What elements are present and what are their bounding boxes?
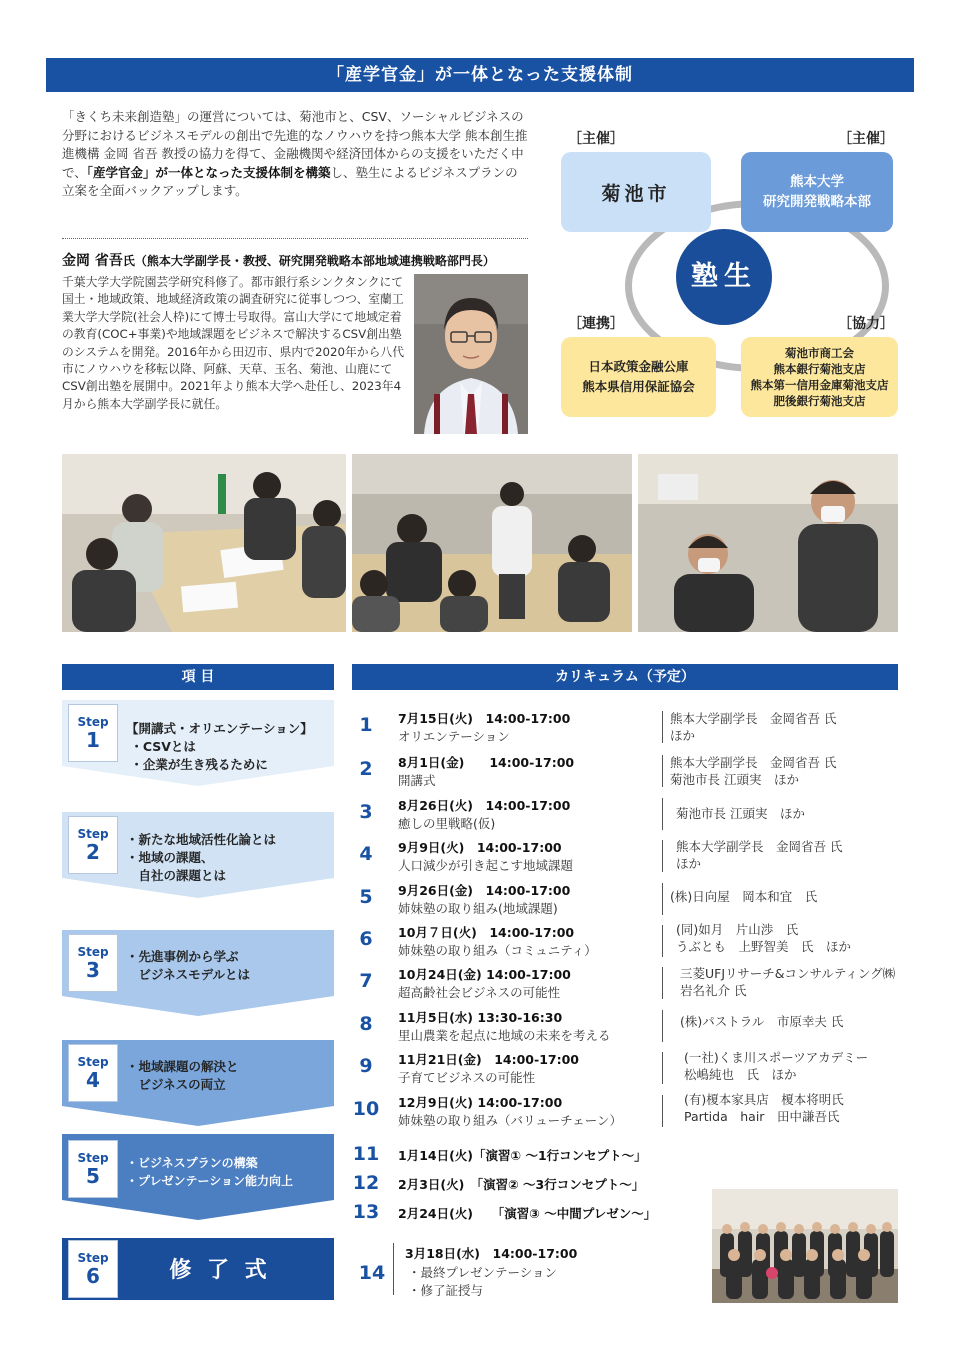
step-3-text: ・先進事例から学ぶ ビジネスモデルとは [126,949,251,982]
row-number: 6 [359,928,373,950]
coop-line-4: 肥後銀行菊池支店 [773,394,866,408]
row-number: 4 [359,843,373,865]
workshop-photo-2 [352,454,632,632]
host-2-line-1: 熊本大学 [790,174,844,190]
step-badge-3 [68,934,118,992]
row-number: 8 [359,1013,373,1035]
row-date: 8月1日(金) 14:00-17:00 [398,755,575,770]
step-label: Step [77,945,109,959]
row-number: 1 [359,714,373,736]
row-title: 里山農業を起点に地域の未来を考える [398,1028,611,1043]
row-date: 7月15日(火) 14:00-17:00 [398,711,571,726]
partner-box [561,337,716,417]
coop-line-3: 熊本第一信用金庫菊池支店 [750,378,889,392]
workshop-text: 1月14日(火)「演習① ～1行コンセプト～」 [398,1148,647,1163]
step-label: Step [77,1055,109,1069]
row-lecturer: 熊本大学副学長 金岡省吾 氏 ほか [676,839,843,871]
row-date: 9月9日(火) 14:00-17:00 [398,840,562,855]
row-divider [662,1052,663,1084]
row-divider [662,925,663,957]
intro-text-1: 「きくち未来創造塾」の運営については、菊池市と、CSV、ソーシャルビジネスの分野におけるビジネスモデルの創出で先進的なノウハウを持つ熊本大学 熊本創生推進機構 金岡 省吾 教授の協力を得て、金融機関や経済団体からの支援をいただく中で、 [62,109,528,180]
steps-chevrons [62,700,334,1300]
row-title: 人口減少が引き起こす地域課題 [398,858,574,873]
step-number: 1 [86,728,100,752]
step-label: Step [77,827,109,841]
row-number: 14 [358,1262,386,1284]
step-number: 2 [86,840,100,864]
row-number: 3 [359,801,373,823]
coop-line-1: 菊池市商工会 [785,346,854,360]
step-number: 4 [86,1068,100,1092]
profile-heading [62,250,495,270]
step-badge-1 [68,704,118,762]
label-host-1: ［主催］ [568,131,624,147]
row-lecturer: 熊本大学副学長 金岡省吾 氏 ほか [670,711,837,743]
row-divider [662,711,663,743]
row-lecturer: 三菱UFJリサーチ&コンサルティング㈱ 岩名礼介 氏 [680,966,896,998]
step-1-text: 【開講式・オリエンテーション】 ・CSVとは ・企業が生き残るために [126,721,313,772]
step-badge-6 [68,1240,118,1298]
label-coop: ［協力］ [838,316,894,332]
row-divider [662,755,663,787]
step-number: 6 [86,1264,100,1288]
profile-title: （熊本大学副学長・教授、研究開発戦略本部地域連携戦略部門長） [134,254,495,268]
profile-name: 金岡 省吾 [62,253,123,269]
profile-honorific: 氏 [122,254,135,268]
curriculum-header: カリキュラム（予定） [352,664,898,690]
row-number: 7 [359,970,373,992]
row-lecturer: (株)日向屋 岡本和宜 氏 [670,889,818,904]
dotted-divider [62,238,528,239]
row-date: 11月21日(金) 14:00-17:00 [398,1052,579,1067]
row-date: 9月26日(金) 14:00-17:00 [398,883,571,898]
final-date: 3月18日(水) 14:00-17:00 [405,1246,578,1261]
label-host-2: ［主催］ [838,131,894,147]
row-date: 12月9日(火) 14:00-17:00 [398,1095,563,1110]
partner-line-1: 日本政策金融公庫 [588,359,689,374]
row-title: 姉妹塾の取り組み（バリューチェーン） [398,1113,623,1128]
row-number: 12 [352,1172,380,1194]
row-title: 超高齢社会ビジネスの可能性 [398,985,561,1000]
row-divider [662,1095,663,1127]
row-date: 8月26日(火) 14:00-17:00 [398,798,571,813]
workshop-photo-1 [62,454,346,632]
row-date: 10月７日(火) 14:00-17:00 [398,925,575,940]
final-item-1: ・最終プレゼンテーション [408,1265,558,1280]
workshop-text: 2月24日(火) 「演習③ ～中間プレゼン～」 [398,1206,657,1221]
row-lecturer: (一社)くま川スポーツアカデミー 松嶋純也 氏 ほか [684,1050,869,1082]
row-title: オリエンテーション [398,729,510,744]
partner-line-2: 熊本県信用保証協会 [582,379,695,394]
row-number: 10 [352,1098,380,1120]
row-date: 10月24日(金) 14:00-17:00 [398,967,571,982]
final-item-2: ・修了証授与 [408,1283,484,1298]
host-1-text: 菊池市 [601,182,671,205]
step-label: Step [77,1251,109,1265]
step-badge-2 [68,816,118,874]
label-partner: ［連携］ [568,316,624,332]
row-title: 開講式 [398,773,436,788]
row-lecturer: (同)如月 片山渉 氏 うぶとも 上野智美 氏 ほか [676,922,852,954]
row-number: 2 [359,758,373,780]
row-lecturer: 菊池市長 江頭実 ほか [676,806,805,821]
row-lecturer: 熊本大学副学長 金岡省吾 氏 菊池市長 江頭実 ほか [670,755,837,787]
row-number: 11 [352,1143,380,1165]
step-label: Step [77,1151,109,1165]
group-photo [712,1189,898,1303]
row-divider [662,840,663,872]
step-badge-5 [68,1140,118,1198]
step-label: Step [77,715,109,729]
row-title: 癒しの里戦略(仮) [398,816,496,831]
row-divider [393,1243,394,1295]
step-5-text: ・ビジネスプランの構築 ・プレゼンテーション能力向上 [126,1156,294,1188]
row-divider [662,967,663,999]
row-divider [662,798,663,830]
row-divider [662,1010,663,1042]
portrait-photo [414,274,528,434]
row-number: 9 [359,1055,373,1077]
workshop-text: 2月3日(火) 「演習② ～3行コンセプト～」 [398,1177,645,1192]
row-date: 11月5日(水) 13:30-16:30 [398,1010,563,1025]
row-title: 姉妹塾の取り組み（コミュニティ） [398,943,597,958]
section-banner: 「産学官金」が一体となった支援体制 [46,58,914,92]
row-number: 5 [359,886,373,908]
center-students: 塾生 [676,229,772,325]
row-title: 姉妹塾の取り組み(地域課題) [398,901,558,916]
intro-text-2: し、塾生によるビジネスプランの立案を全面バックアップします。 [62,164,518,199]
coop-box [741,337,898,417]
step-6-text: 修 了 式 [169,1258,271,1283]
step-number: 3 [86,958,100,982]
row-divider [662,883,663,915]
step-number: 5 [86,1164,100,1188]
items-header: 項 目 [62,664,334,690]
row-title: 子育てビジネスの可能性 [398,1070,536,1085]
row-lecturer: (有)榎本家具店 榎本将明氏 Partida hair 田中謙吾氏 [684,1092,844,1124]
intro-highlight: 「産学官金」が一体となった支援体制を構築 [86,164,331,180]
row-lecturer: (株)パストラル 市原幸夫 氏 [680,1014,844,1029]
workshop-photo-3 [638,454,898,632]
row-number: 13 [352,1201,380,1223]
profile-bio: 千葉大学大学院園芸学研究科修了。都市銀行系シンクタンクにて国土・地域政策、地域経済政策の調査研究に従事しつつ、室蘭工業大学大学院(社会人枠)にて博士号取得。富山大学にて地域定着の教育(COC+事業)や地域課題をビジネスで解決するCSV創出塾のシステムを開発。2016年から田辺市、県内で2020年から八代市にノウハウを移転以降、阿蘇、天草、玉名、菊池、山鹿にてCSV創出塾を展開中。2021年より熊本大学へ赴任し、2023年4月から熊本大学副学長に就任。 [62,275,404,411]
step-2-text: ・新たな地域活性化論とは ・地域の課題、 自社の課題とは [126,832,277,883]
step-badge-4 [68,1044,118,1102]
intro-paragraph [62,108,528,201]
host-kumamoto-university [741,152,893,232]
step-4-text: ・地域課題の解決と ビジネスの両立 [126,1059,239,1092]
host-2-line-2: 研究開発戦略本部 [763,194,871,210]
host-kikuchi-city [561,152,711,232]
coop-line-2: 熊本銀行菊池支店 [773,362,866,376]
